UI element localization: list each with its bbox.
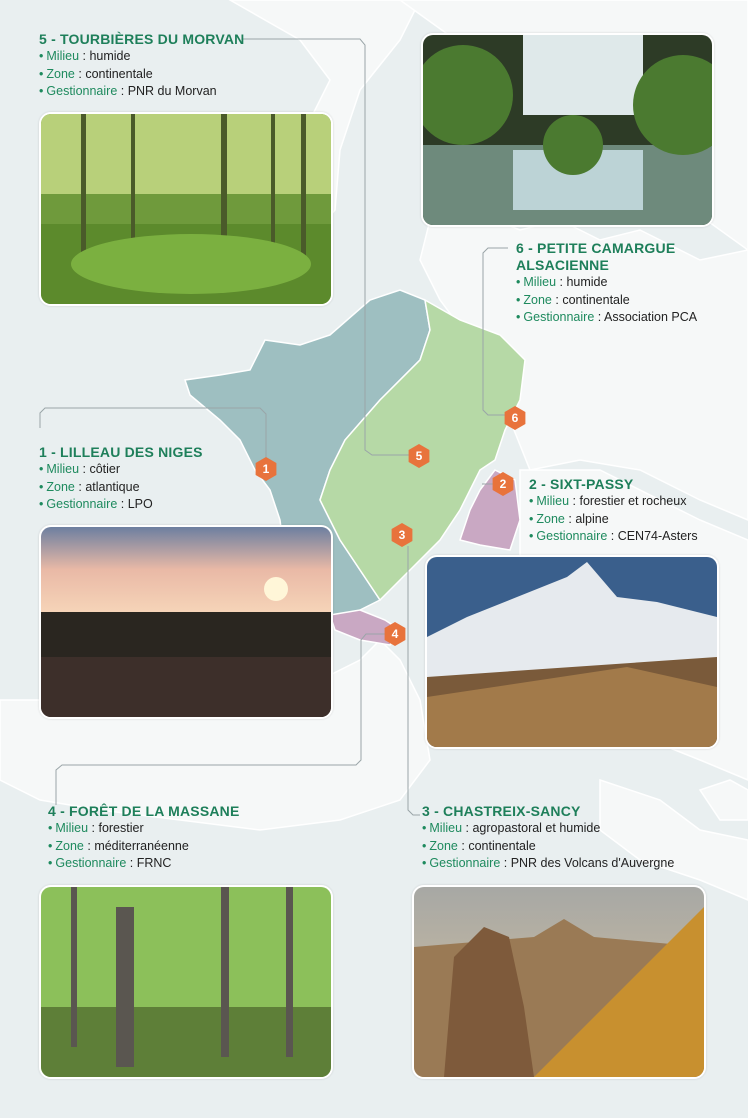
marker-label: 1	[262, 462, 270, 476]
site-row-milieu: • Milieu : forestier et rocheux	[529, 494, 687, 508]
site-info-sixt-passy	[529, 476, 698, 546]
map-marker-2[interactable]	[491, 472, 515, 496]
site-title: 5 - TOURBIÈRES DU MORVAN	[39, 31, 245, 47]
photo-sixt-passy	[425, 555, 719, 749]
site-row-zone: • Zone : alpine	[529, 511, 609, 526]
site-title: 1 - LILLEAU DES NIGES	[39, 444, 203, 460]
photo-foret-massane	[39, 885, 333, 1079]
marker-label: 4	[391, 627, 399, 641]
photo-petite-camargue	[421, 33, 714, 227]
site-title: 2 - SIXT-PASSY	[529, 476, 634, 492]
site-row-zone: • Zone : continentale	[422, 838, 536, 853]
site-row-gestionnaire: • Gestionnaire : Association PCA	[516, 310, 698, 324]
map-marker-1[interactable]	[254, 457, 278, 481]
site-row-gestionnaire: • Gestionnaire : PNR du Morvan	[39, 84, 217, 98]
site-title: 4 - FORÊT DE LA MASSANE	[48, 803, 240, 819]
site-row-zone: • Zone : méditerranéenne	[48, 838, 189, 853]
site-row-milieu: • Milieu : humide	[516, 275, 608, 289]
site-row-zone: • Zone : continentale	[516, 292, 630, 307]
photo-lilleau-des-niges	[39, 525, 333, 719]
marker-label: 5	[415, 449, 423, 463]
site-row-gestionnaire: • Gestionnaire : FRNC	[48, 856, 172, 870]
site-info-petite-camargue	[516, 240, 697, 327]
site-row-gestionnaire: • Gestionnaire : CEN74-Asters	[529, 529, 698, 543]
site-row-zone: • Zone : continentale	[39, 66, 153, 81]
marker-label: 2	[499, 477, 507, 491]
photo-tourbieres-morvan	[39, 112, 333, 306]
site-info-lilleau-des-niges	[39, 444, 203, 514]
map-marker-4[interactable]	[383, 622, 407, 646]
marker-label: 3	[398, 528, 406, 542]
site-row-zone: • Zone : atlantique	[39, 479, 140, 494]
site-info-chastreix-sancy	[422, 803, 674, 873]
site-title-line-2: ALSACIENNE	[516, 257, 610, 273]
marker-label: 6	[511, 411, 519, 425]
site-title-line-1: 6 - PETITE CAMARGUE	[516, 240, 676, 256]
site-info-foret-massane	[48, 803, 240, 873]
map-marker-6[interactable]	[503, 406, 527, 430]
site-title: 3 - CHASTREIX-SANCY	[422, 803, 581, 819]
site-row-gestionnaire: • Gestionnaire : LPO	[39, 497, 153, 511]
site-row-gestionnaire: • Gestionnaire : PNR des Volcans d'Auvergne	[422, 856, 675, 870]
site-row-milieu: • Milieu : côtier	[39, 462, 121, 476]
site-row-milieu: • Milieu : forestier	[48, 821, 144, 835]
site-row-milieu: • Milieu : agropastoral et humide	[422, 821, 601, 835]
photo-chastreix-sancy	[412, 885, 706, 1079]
site-info-tourbieres-morvan	[39, 31, 245, 101]
map-marker-3[interactable]	[390, 523, 414, 547]
map-marker-5[interactable]	[407, 444, 431, 468]
site-row-milieu: • Milieu : humide	[39, 49, 131, 63]
